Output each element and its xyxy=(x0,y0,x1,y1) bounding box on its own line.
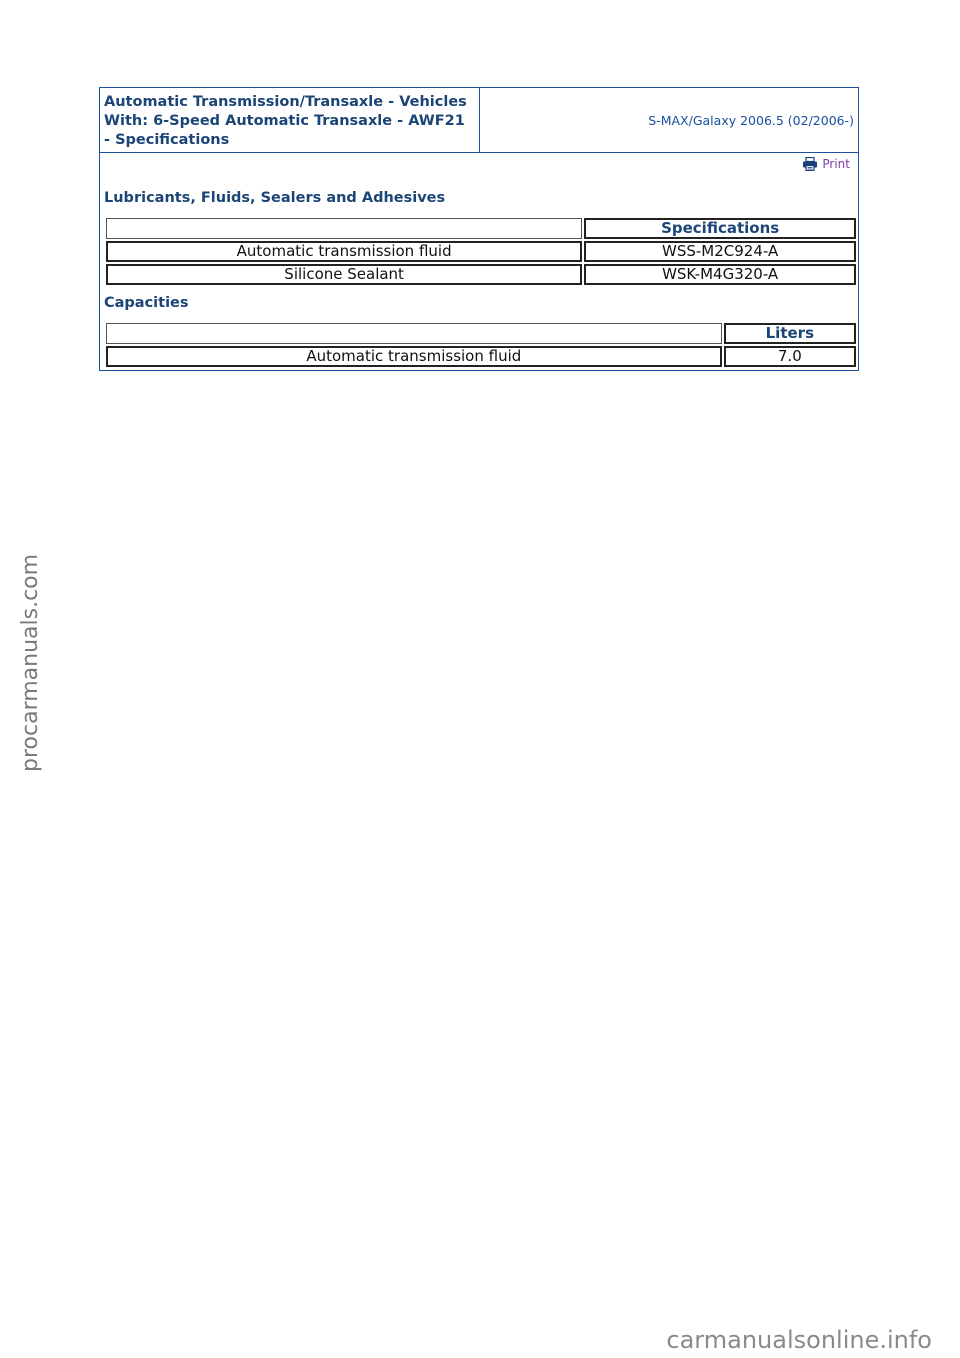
printer-icon xyxy=(802,157,818,171)
header-divider xyxy=(479,88,480,152)
column-header-liters: Liters xyxy=(724,323,856,344)
lubricants-section-title: Lubricants, Fluids, Sealers and Adhesives xyxy=(104,190,446,206)
watermark-left: procarmanuals.com xyxy=(18,553,43,772)
page-title: Automatic Transmission/Transaxle - Vehicles With: 6-Speed Automatic Transaxle - AWF21 - Specifications xyxy=(104,94,467,148)
item-cell: Automatic transmission fluid xyxy=(106,241,582,262)
print-button[interactable] xyxy=(802,157,850,171)
spec-cell: WSS-M2C924-A xyxy=(584,241,856,262)
document-header xyxy=(100,88,858,153)
item-cell: Automatic transmission fluid xyxy=(106,346,722,367)
capacities-section-title: Capacities xyxy=(104,295,189,311)
value-cell: 7.0 xyxy=(724,346,856,367)
item-cell: Silicone Sealant xyxy=(106,264,582,285)
table-row xyxy=(106,241,856,262)
table-row xyxy=(106,346,856,367)
spec-cell: WSK-M4G320-A xyxy=(584,264,856,285)
column-header-item xyxy=(106,218,582,239)
column-header-specifications: Specifications xyxy=(584,218,856,239)
print-label[interactable]: Print xyxy=(822,157,850,171)
column-header-item xyxy=(106,323,722,344)
table-header-row xyxy=(106,323,856,344)
table-header-row xyxy=(106,218,856,239)
table-row xyxy=(106,264,856,285)
lubricants-table xyxy=(104,216,858,287)
capacities-table xyxy=(104,321,858,369)
vehicle-model-label: S-MAX/Galaxy 2006.5 (02/2006-) xyxy=(648,113,854,128)
watermark-bottom: carmanualsonline.info xyxy=(666,1326,932,1354)
document-frame xyxy=(99,87,859,371)
